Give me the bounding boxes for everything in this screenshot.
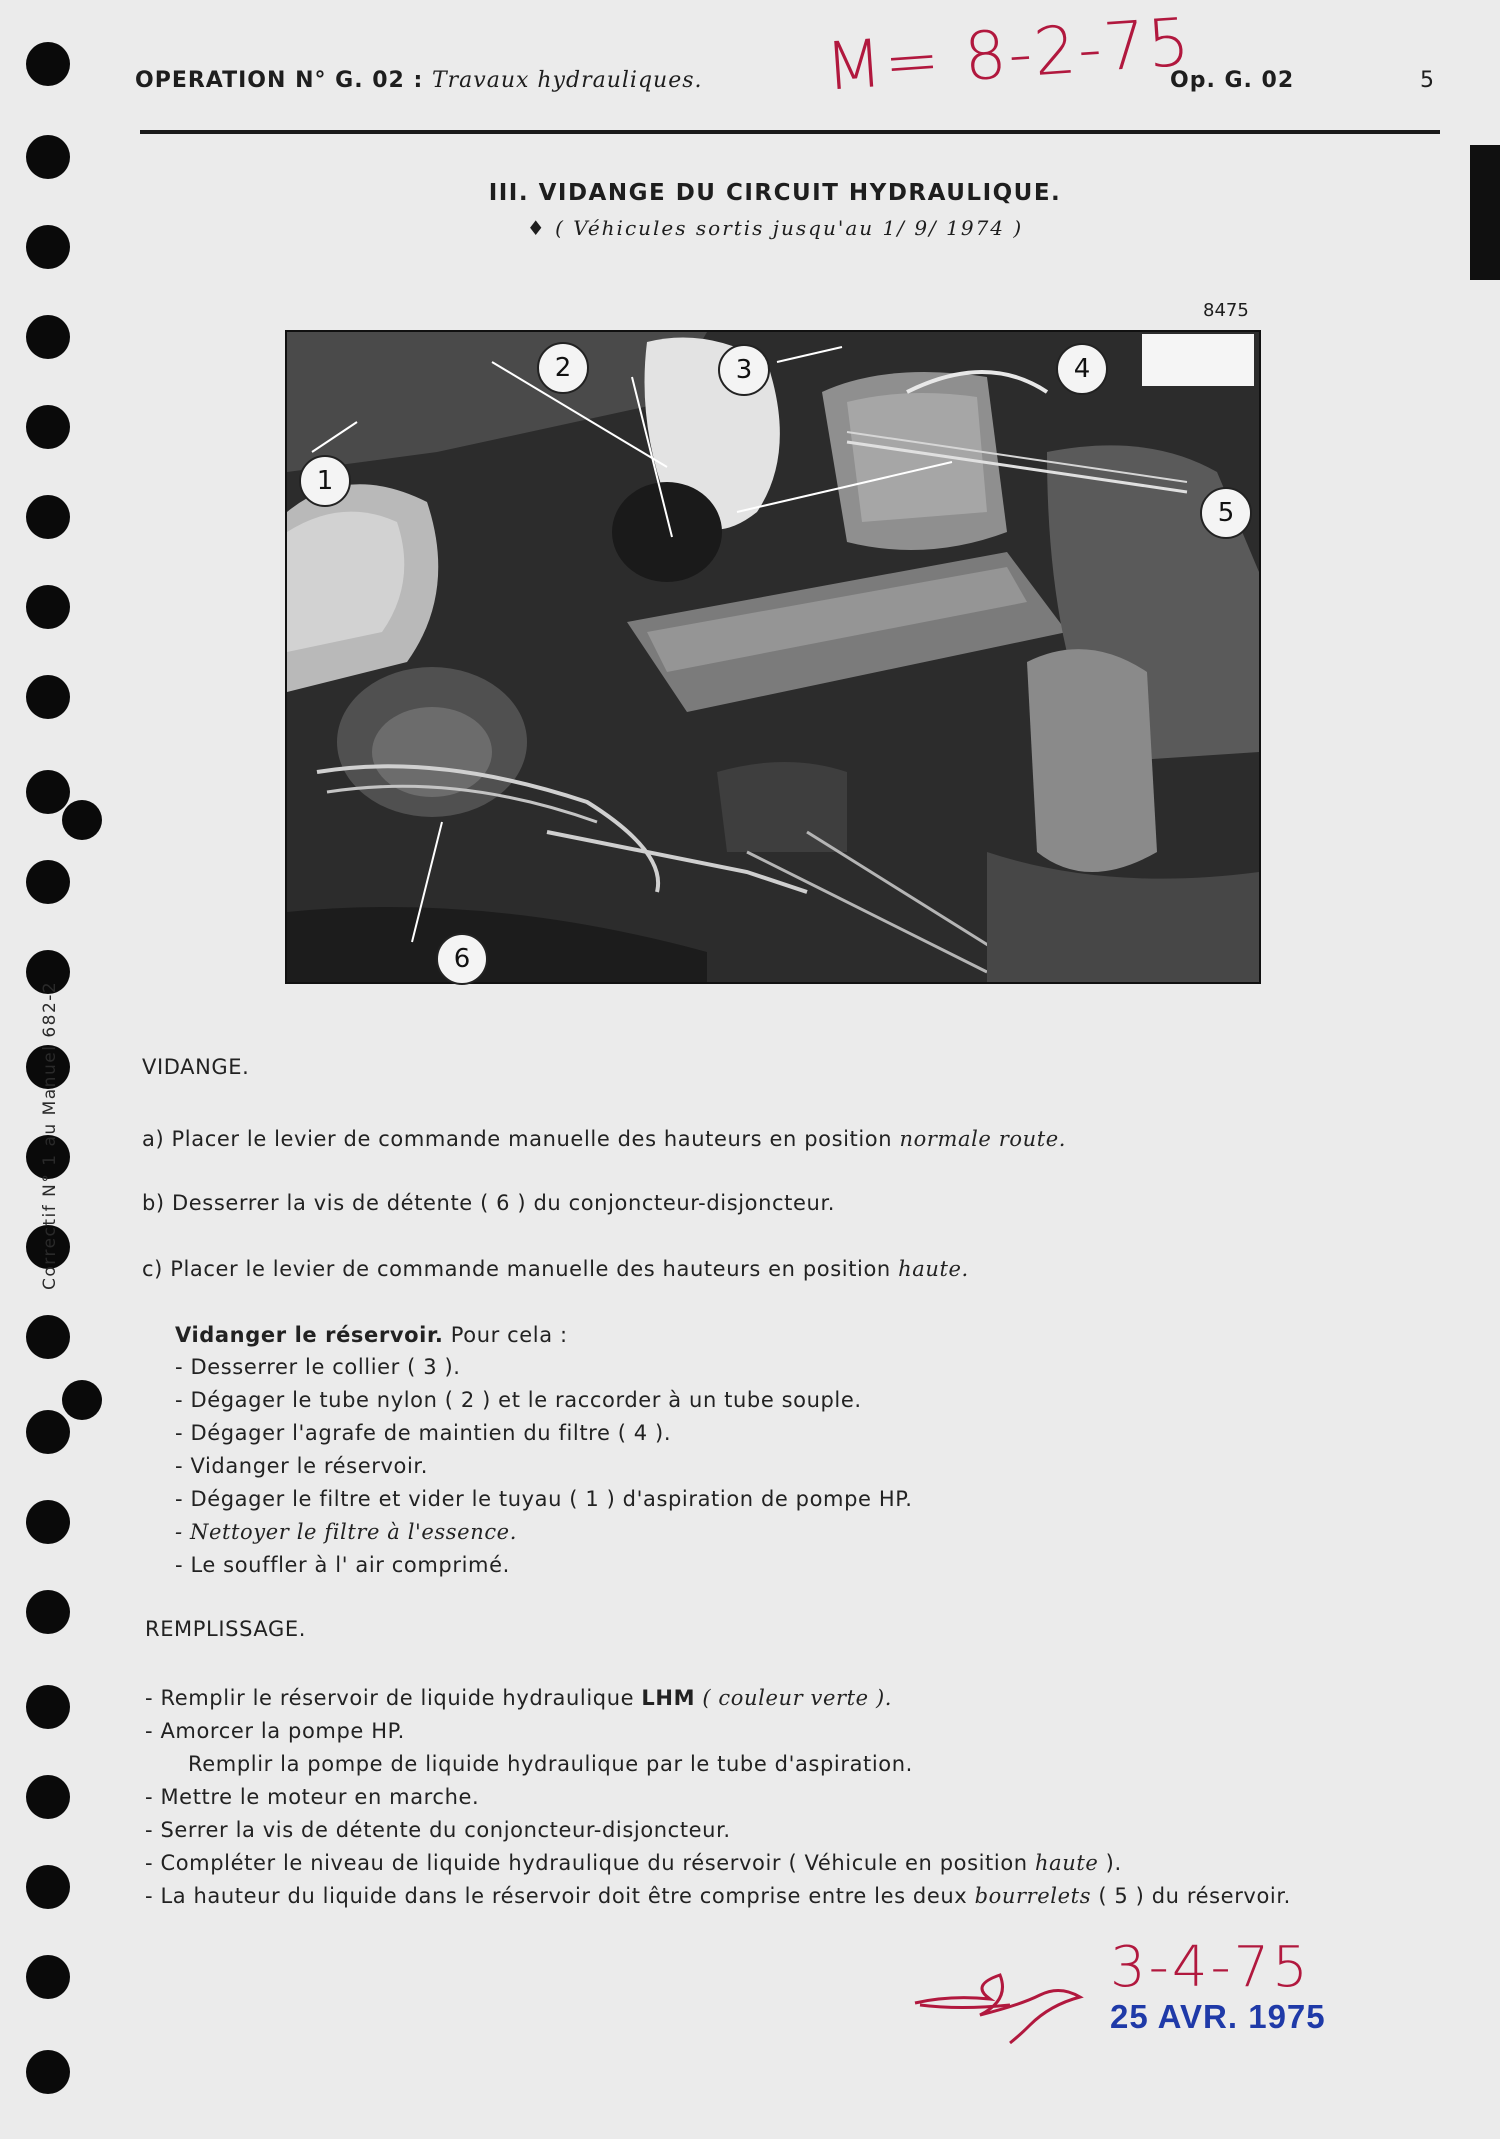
step-a: [142, 1127, 1066, 1151]
callout-2: 2: [537, 342, 589, 394]
binder-hole: [26, 225, 70, 269]
fill-step-5-emphasis: haute: [1034, 1851, 1099, 1875]
step-c: [142, 1257, 969, 1281]
section-title: III. VIDANGE DU CIRCUIT HYDRAULIQUE.: [488, 180, 1062, 206]
fill-step-6: [145, 1884, 1291, 1908]
fill-step-5: [145, 1851, 1122, 1875]
callout-6: 6: [436, 933, 488, 985]
section-subtitle: ♦ ( Véhicules sortis jusqu'au 1/ 9/ 1974 ): [526, 216, 1024, 240]
binder-hole: [26, 1955, 70, 1999]
engine-bay-photo: [285, 330, 1261, 984]
step-b: b) Desserrer la vis de détente ( 6 ) du conjoncteur-disjoncteur.: [142, 1191, 836, 1215]
reservoir-step: - Dégager l'agrafe de maintien du filtre ( 4 ).: [175, 1421, 672, 1445]
binder-hole: [26, 1315, 70, 1359]
callout-4: 4: [1056, 343, 1108, 395]
reservoir-step: - Desserrer le collier ( 3 ).: [175, 1355, 461, 1379]
reservoir-heading-tail: Pour cela :: [443, 1323, 568, 1347]
reservoir-step: - Le souffler à l' air comprimé.: [175, 1553, 510, 1577]
binder-hole: [62, 800, 102, 840]
binder-hole: [26, 860, 70, 904]
handwritten-signature: [910, 1955, 1090, 2045]
fill-step-5-text: - Compléter le niveau de liquide hydraulique du réservoir ( Véhicule en position: [145, 1851, 1035, 1875]
fill-step-1-emphasis: ( couleur verte ).: [695, 1686, 893, 1710]
page-number: 5: [1420, 68, 1434, 93]
binder-hole: [62, 1380, 102, 1420]
fill-step-1-bold: LHM: [641, 1686, 696, 1710]
photo-label-box: [1142, 334, 1254, 386]
fill-step-1: [145, 1686, 892, 1710]
binder-hole: [26, 675, 70, 719]
header-rule: [140, 130, 1440, 134]
step-c-emphasis: haute.: [898, 1257, 969, 1281]
binder-hole: [26, 495, 70, 539]
binder-hole: [26, 585, 70, 629]
handwritten-code: M= 8-2-75: [822, 3, 1195, 106]
operation-subtitle: Travaux hydrauliques.: [431, 68, 703, 93]
fill-step-2: - Amorcer la pompe HP.: [145, 1719, 405, 1743]
fill-step-6-tail: ( 5 ) du réservoir.: [1091, 1884, 1291, 1908]
binder-hole: [26, 135, 70, 179]
reservoir-step: - Dégager le tube nylon ( 2 ) et le raccorder à un tube souple.: [175, 1388, 862, 1412]
step-a-emphasis: normale route.: [899, 1127, 1067, 1151]
fill-step-1-text: - Remplir le réservoir de liquide hydraulique: [145, 1686, 642, 1710]
figure-number: 8475: [1203, 300, 1249, 321]
photo-illustration: [287, 332, 1259, 982]
operation-ref: Op. G. 02: [1170, 68, 1295, 93]
binder-hole: [26, 1410, 70, 1454]
binder-hole: [26, 1775, 70, 1819]
binder-hole: [26, 315, 70, 359]
binder-hole: [26, 405, 70, 449]
date-stamp: 25 AVR. 1975: [1110, 1998, 1326, 2035]
binder-hole: [26, 770, 70, 814]
binder-hole: [26, 1500, 70, 1544]
fill-step-6-text: - La hauteur du liquide dans le réservoir doit être comprise entre les deux: [145, 1884, 975, 1908]
handwritten-date: 3-4-75: [1110, 1935, 1311, 2000]
binder-hole: [26, 1685, 70, 1729]
reservoir-step: - Nettoyer le filtre à l'essence.: [175, 1520, 517, 1544]
fill-step-3: - Mettre le moteur en marche.: [145, 1785, 480, 1809]
side-note: Correctif N° 1 au Manuel 682-2: [40, 980, 60, 1290]
step-c-text: c) Placer le levier de commande manuelle des hauteurs en position: [142, 1257, 899, 1281]
fill-step-4: - Serrer la vis de détente du conjoncteur-disjoncteur.: [145, 1818, 731, 1842]
reservoir-step: - Dégager le filtre et vider le tuyau ( 1 ) d'aspiration de pompe HP.: [175, 1487, 913, 1511]
fill-step-6-emphasis: bourrelets: [974, 1884, 1092, 1908]
reservoir-heading-line: [175, 1323, 568, 1347]
reservoir-heading: Vidanger le réservoir.: [175, 1323, 444, 1347]
callout-5: 5: [1200, 487, 1252, 539]
reservoir-step: - Vidanger le réservoir.: [175, 1454, 428, 1478]
remplissage-heading: REMPLISSAGE.: [145, 1617, 306, 1641]
page-edge-mark: [1470, 145, 1500, 280]
binder-hole: [26, 1865, 70, 1909]
binder-hole: [26, 2050, 70, 2094]
page-header: [135, 62, 1435, 102]
binder-hole: [26, 42, 70, 86]
operation-title: [135, 68, 703, 93]
callout-3: 3: [718, 344, 770, 396]
fill-step-5-tail: ).: [1098, 1851, 1122, 1875]
callout-1: 1: [299, 455, 351, 507]
vidange-heading: VIDANGE.: [142, 1055, 250, 1079]
fill-step-2b: Remplir la pompe de liquide hydraulique par le tube d'aspiration.: [188, 1752, 913, 1776]
binder-hole: [26, 1590, 70, 1634]
step-a-text: a) Placer le levier de commande manuelle des hauteurs en position: [142, 1127, 900, 1151]
operation-number: OPERATION N° G. 02 :: [135, 68, 424, 93]
